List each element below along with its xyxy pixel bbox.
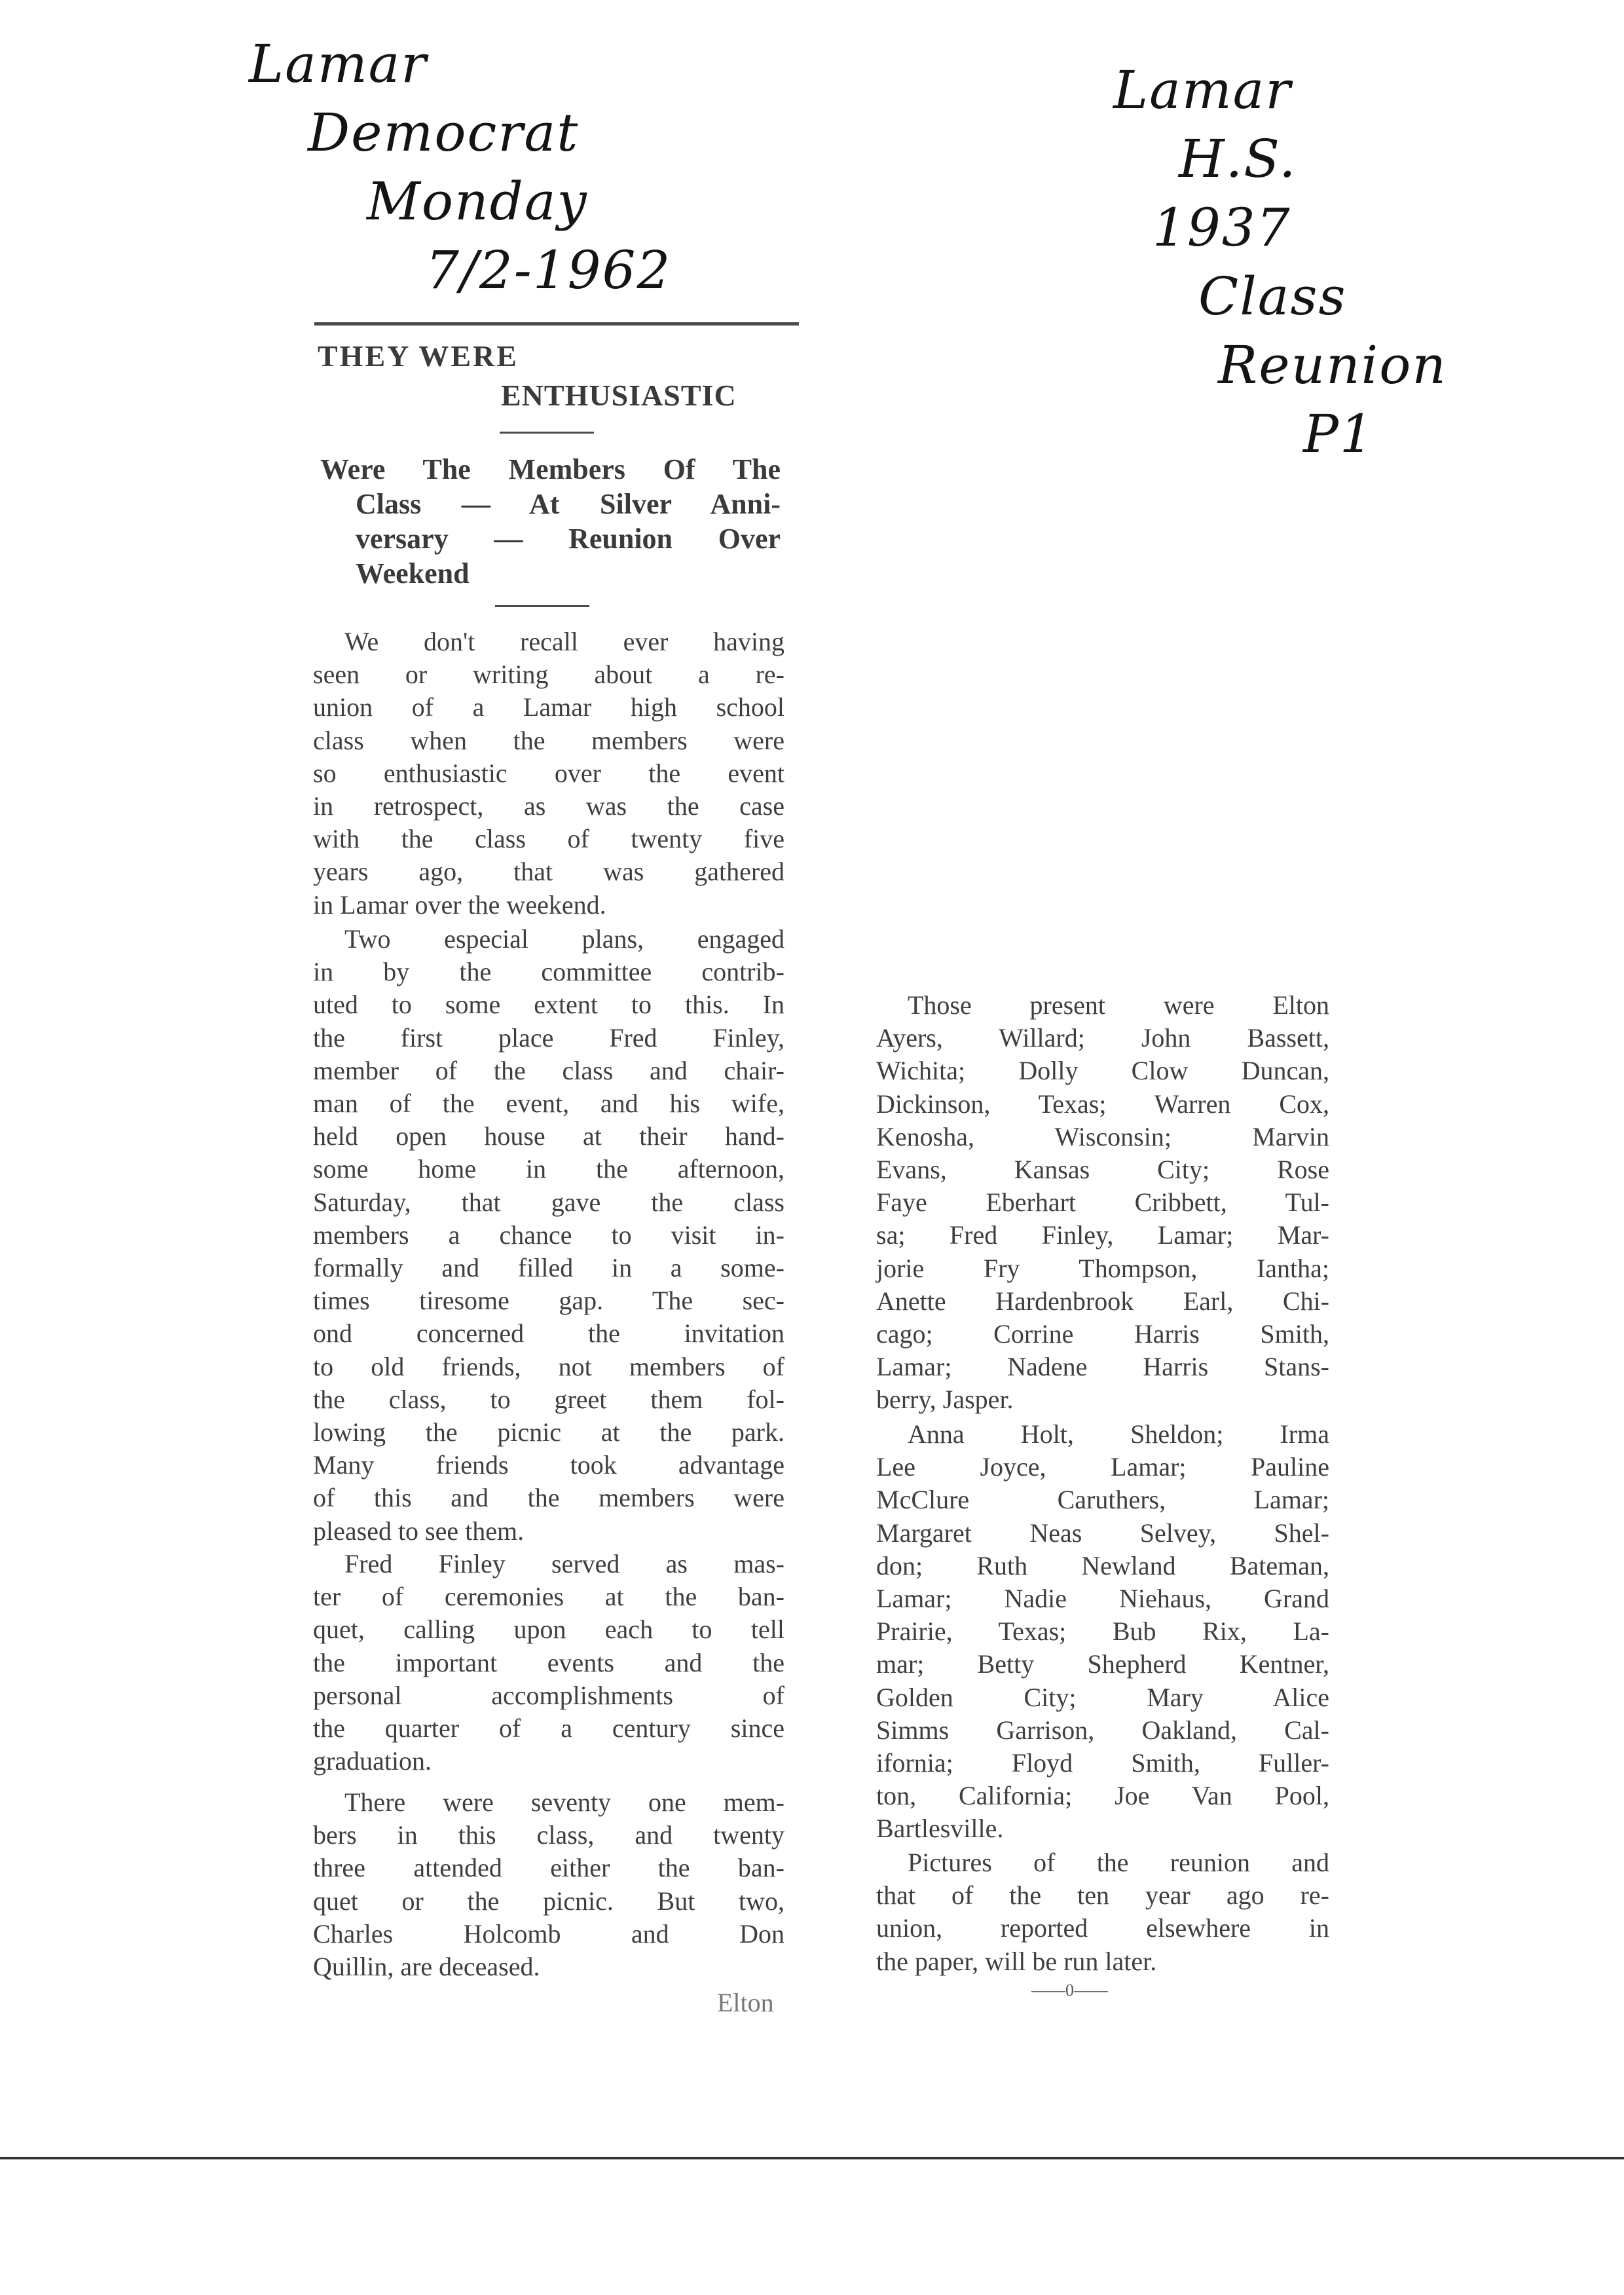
article-text-line: the class, to greet them fol- bbox=[313, 1385, 784, 1414]
handwriting-year: 1937 bbox=[1153, 197, 1291, 258]
end-ornament: ——0—— bbox=[1031, 1981, 1108, 2000]
article-text-line: in Lamar over the weekend. bbox=[313, 890, 606, 920]
handwriting-page-number: P1 bbox=[1303, 403, 1375, 464]
handwriting-lamar: Lamar bbox=[1113, 60, 1292, 121]
article-text-line: Evans, Kansas City; Rose bbox=[876, 1155, 1329, 1184]
article-text-line: with the class of twenty five bbox=[313, 824, 784, 853]
article-text-line: union, reported elsewhere in bbox=[876, 1913, 1329, 1943]
article-text-line: times tiresome gap. The sec- bbox=[313, 1286, 784, 1315]
article-text-line: to old friends, not members of bbox=[313, 1352, 784, 1381]
article-text-line: some home in the afternoon, bbox=[313, 1154, 784, 1184]
article-text-line: Kenosha, Wisconsin; Marvin bbox=[876, 1122, 1329, 1151]
article-text-line: members a chance to visit in- bbox=[313, 1220, 784, 1250]
article-text-line: lowing the picnic at the park. bbox=[313, 1417, 784, 1447]
article-text-line: Saturday, that gave the class bbox=[313, 1187, 784, 1217]
headline-line-1: THEY WERE bbox=[318, 339, 519, 373]
article-text-line: seen or writing about a re- bbox=[313, 660, 784, 689]
article-text-line: personal accomplishments of bbox=[313, 1681, 784, 1710]
article-text-line: Pictures of the reunion and bbox=[908, 1848, 1329, 1877]
article-text-line: Lamar; Nadie Niehaus, Grand bbox=[876, 1584, 1329, 1613]
subhead-divider bbox=[495, 605, 589, 607]
article-text-line: the paper, will be run later. bbox=[876, 1947, 1157, 1976]
article-text-line: There were seventy one mem- bbox=[344, 1787, 784, 1817]
article-text-line: Faye Eberhart Cribbett, Tul- bbox=[876, 1187, 1329, 1217]
article-text-line: Fred Finley served as mas- bbox=[344, 1549, 784, 1578]
article-text-line: ter of ceremonies at the ban- bbox=[313, 1582, 784, 1611]
article-text-line: Prairie, Texas; Bub Rix, La- bbox=[876, 1616, 1329, 1646]
article-text-line: formally and filled in a some- bbox=[313, 1253, 784, 1282]
article-text-line: jorie Fry Thompson, Iantha; bbox=[876, 1254, 1329, 1283]
article-text-line: in retrospect, as was the case bbox=[313, 791, 784, 821]
handwriting-reunion: Reunion bbox=[1218, 335, 1447, 396]
subheadline-line: versary — Reunion Over bbox=[356, 523, 781, 555]
article-text-line: berry, Jasper. bbox=[876, 1385, 1014, 1414]
subheadline-line: Class — At Silver Anni- bbox=[356, 488, 781, 520]
article-text-line: class when the members were bbox=[313, 726, 784, 755]
article-text-line: McClure Caruthers, Lamar; bbox=[876, 1485, 1329, 1514]
article-text-line: Dickinson, Texas; Warren Cox, bbox=[876, 1089, 1329, 1119]
handwriting-class: Class bbox=[1198, 266, 1347, 327]
scan-bottom-edge bbox=[0, 2157, 1624, 2159]
article-text-line: Wichita; Dolly Clow Duncan, bbox=[876, 1056, 1329, 1085]
article-text-line: so enthusiastic over the event bbox=[313, 758, 784, 788]
article-text-line: years ago, that was gathered bbox=[313, 857, 784, 886]
headline-divider bbox=[500, 432, 594, 434]
article-text-line: quet, calling upon each to tell bbox=[313, 1614, 784, 1644]
article-text-line: three attended either the ban- bbox=[313, 1853, 784, 1882]
article-text-line: cago; Corrine Harris Smith, bbox=[876, 1319, 1329, 1349]
article-text-line: member of the class and chair- bbox=[313, 1056, 784, 1085]
article-text-line: man of the event, and his wife, bbox=[313, 1089, 784, 1118]
article-text-line: quet or the picnic. But two, bbox=[313, 1886, 784, 1916]
article-text-line: Quillin, are deceased. bbox=[313, 1952, 540, 1981]
top-rule bbox=[314, 322, 799, 326]
headline-line-2: ENTHUSIASTIC bbox=[501, 379, 737, 412]
article-text-line: the first place Fred Finley, bbox=[313, 1023, 784, 1053]
article-text-line: Anna Holt, Sheldon; Irma bbox=[908, 1419, 1329, 1449]
article-text-line: ond concerned the invitation bbox=[313, 1318, 784, 1348]
article-text-line: bers in this class, and twenty bbox=[313, 1820, 784, 1850]
article-text-line: Two especial plans, engaged bbox=[344, 924, 784, 954]
article-text-line: Golden City; Mary Alice bbox=[876, 1683, 1329, 1712]
article-text-line: uted to some extent to this. In bbox=[313, 990, 784, 1019]
article-text-line: sa; Fred Finley, Lamar; Mar- bbox=[876, 1220, 1329, 1250]
article-text-line: Charles Holcomb and Don bbox=[313, 1919, 784, 1949]
article-text-line: mar; Betty Shepherd Kentner, bbox=[876, 1649, 1329, 1679]
handwriting-lamar: Lamar bbox=[249, 33, 428, 94]
article-text-line: ton, California; Joe Van Pool, bbox=[876, 1781, 1329, 1810]
article-text-line: Lamar; Nadene Harris Stans- bbox=[876, 1352, 1329, 1381]
article-text-line: Bartlesville. bbox=[876, 1814, 1004, 1843]
article-text-line: Anette Hardenbrook Earl, Chi- bbox=[876, 1286, 1329, 1316]
article-text-line: in by the committee contrib- bbox=[313, 957, 784, 986]
article-text-line: Lee Joyce, Lamar; Pauline bbox=[876, 1452, 1329, 1482]
article-text-line: the important events and the bbox=[313, 1648, 784, 1677]
article-text-line: held open house at their hand- bbox=[313, 1121, 784, 1151]
subheadline-line: Weekend bbox=[356, 557, 470, 589]
article-text-line: Those present were Elton bbox=[908, 990, 1329, 1020]
cut-off-text: Elton bbox=[717, 1988, 774, 2017]
article-text-line: We don't recall ever having bbox=[344, 627, 784, 656]
article-text-line: graduation. bbox=[313, 1746, 432, 1776]
article-text-line: pleased to see them. bbox=[313, 1516, 525, 1546]
handwriting-monday: Monday bbox=[367, 171, 588, 232]
article-text-line: Ayers, Willard; John Bassett, bbox=[876, 1023, 1329, 1053]
article-text-line: Many friends took advantage bbox=[313, 1450, 784, 1480]
article-text-line: union of a Lamar high school bbox=[313, 692, 784, 722]
handwriting-date: 7/2-1962 bbox=[426, 240, 672, 301]
article-text-line: the quarter of a century since bbox=[313, 1713, 784, 1743]
article-text-line: of this and the members were bbox=[313, 1483, 784, 1512]
article-text-line: ifornia; Floyd Smith, Fuller- bbox=[876, 1748, 1329, 1778]
subheadline-line: Were The Members Of The bbox=[320, 453, 781, 485]
article-text-line: Margaret Neas Selvey, Shel- bbox=[876, 1518, 1329, 1548]
handwriting-hs: H.S. bbox=[1179, 128, 1297, 189]
article-text-line: that of the ten year ago re- bbox=[876, 1880, 1329, 1910]
handwriting-democrat: Democrat bbox=[308, 102, 580, 163]
article-text-line: don; Ruth Newland Bateman, bbox=[876, 1551, 1329, 1580]
article-text-line: Simms Garrison, Oakland, Cal- bbox=[876, 1715, 1329, 1745]
